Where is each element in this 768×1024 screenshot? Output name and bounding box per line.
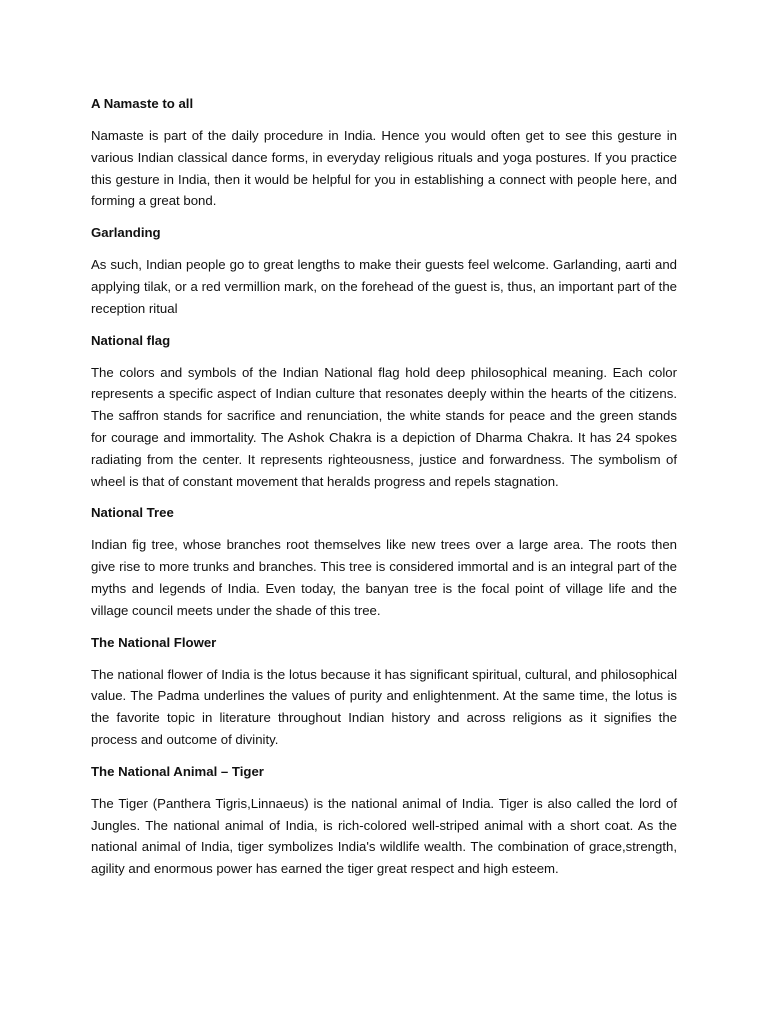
heading-namaste: A Namaste to all	[91, 96, 194, 111]
paragraph-national-flag: The colors and symbols of the Indian National flag hold deep philosophical meaning. Each color represents a specific aspect of Indian culture that resonates deeply within the hearts of the citizens. The saffron stands for sacrifice and renunciation, the white stands for peace and the green stands for courage and immortality. The Ashok Chakra is a depiction of Dharma Chakra. It has 24 spokes radiating from the center. It represents righteousness, justice and forwardness. The symbolism of wheel is that of constant movement that heralds progress and repels stagnation.	[91, 364, 677, 489]
heading-national-flag: National flag	[91, 332, 171, 348]
document-page	[91, 93, 677, 890]
paragraph-national-tree: Indian fig tree, whose branches root themselves like new trees over a large area. The roots then give rise to more trunks and branches. This tree is considered immortal and is an integral part of the myths and legends of India. Even today, the banyan tree is the focal point of village life and the village council meets under the shade of this tree.	[91, 537, 677, 618]
paragraph-namaste: Namaste is part of the daily procedure in India. Hence you would often get to see this gesture in various Indian classical dance forms, in everyday religious rituals and yoga postures. If you practice this gesture in India, then it would be helpful for you in establishing a connect with people here, and forming a great bond.	[91, 128, 677, 209]
heading-garlanding: Garlanding	[91, 225, 161, 241]
heading-national-flower: The National Flower	[91, 634, 217, 650]
paragraph-garlanding: As such, Indian people go to great lengths to make their guests feel welcome. Garlanding, aarti and applying tilak, or a red vermillion mark, on the forehead of the guest is, thus, an important part of the reception ritual	[91, 257, 677, 316]
heading-national-tree: National Tree	[91, 505, 174, 521]
paragraph-national-flower: The national flower of India is the lotus because it has significant spiritual, cultural, and philosophical value. The Padma underlines the values of purity and enlightenment. At the same time, the lotus is the favorite topic in literature throughout Indian history and across religions as it signifies the process and outcome of divinity.	[91, 666, 677, 747]
heading-national-animal: The National Animal – Tiger	[91, 763, 264, 779]
paragraph-national-animal: The Tiger (Panthera Tigris,Linnaeus) is the national animal of India. Tiger is also called the lord of Jungles. The national animal of India, is rich-colored well-striped animal with a short coat. As the national animal of India, tiger symbolizes India's wildlife wealth. The combination of grace,strength, agility and enormous power has earned the tiger great respect and high esteem.	[91, 795, 677, 877]
